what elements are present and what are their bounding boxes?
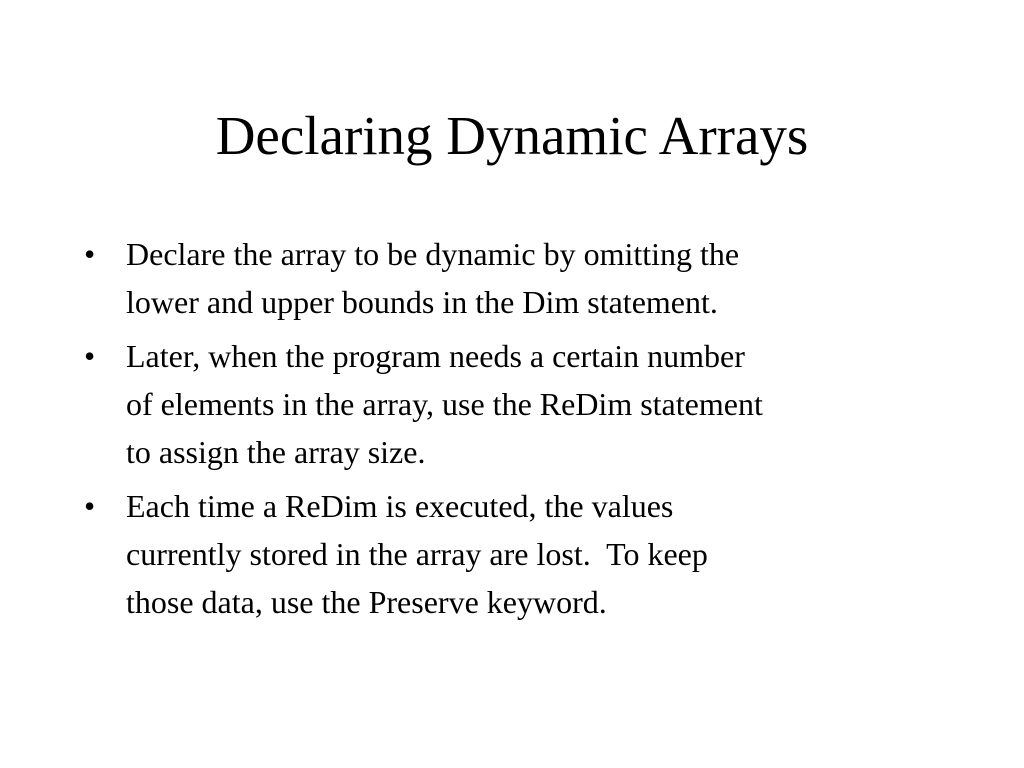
bullet-line: Each time a ReDim is executed, the values [126,488,674,524]
bullet-icon: • [84,236,96,272]
bullet-item-1 [84,230,944,326]
bullet-line: currently stored in the array are lost. To keep [126,536,708,572]
bullet-icon: • [84,338,96,374]
bullet-line: Declare the array to be dynamic by omitting the [126,236,740,272]
bullet-line: those data, use the Preserve keyword. [126,584,607,620]
bullet-list [84,230,944,632]
bullet-line: to assign the array size. [126,434,426,470]
bullet-line: Later, when the program needs a certain number [126,338,745,374]
slide-title: Declaring Dynamic Arrays [215,105,809,166]
bullet-line: of elements in the array, use the ReDim statement [126,386,763,422]
bullet-icon: • [84,488,96,524]
bullet-item-3 [84,482,944,626]
bullet-item-2 [84,332,944,476]
bullet-line: lower and upper bounds in the Dim statement. [126,284,718,320]
